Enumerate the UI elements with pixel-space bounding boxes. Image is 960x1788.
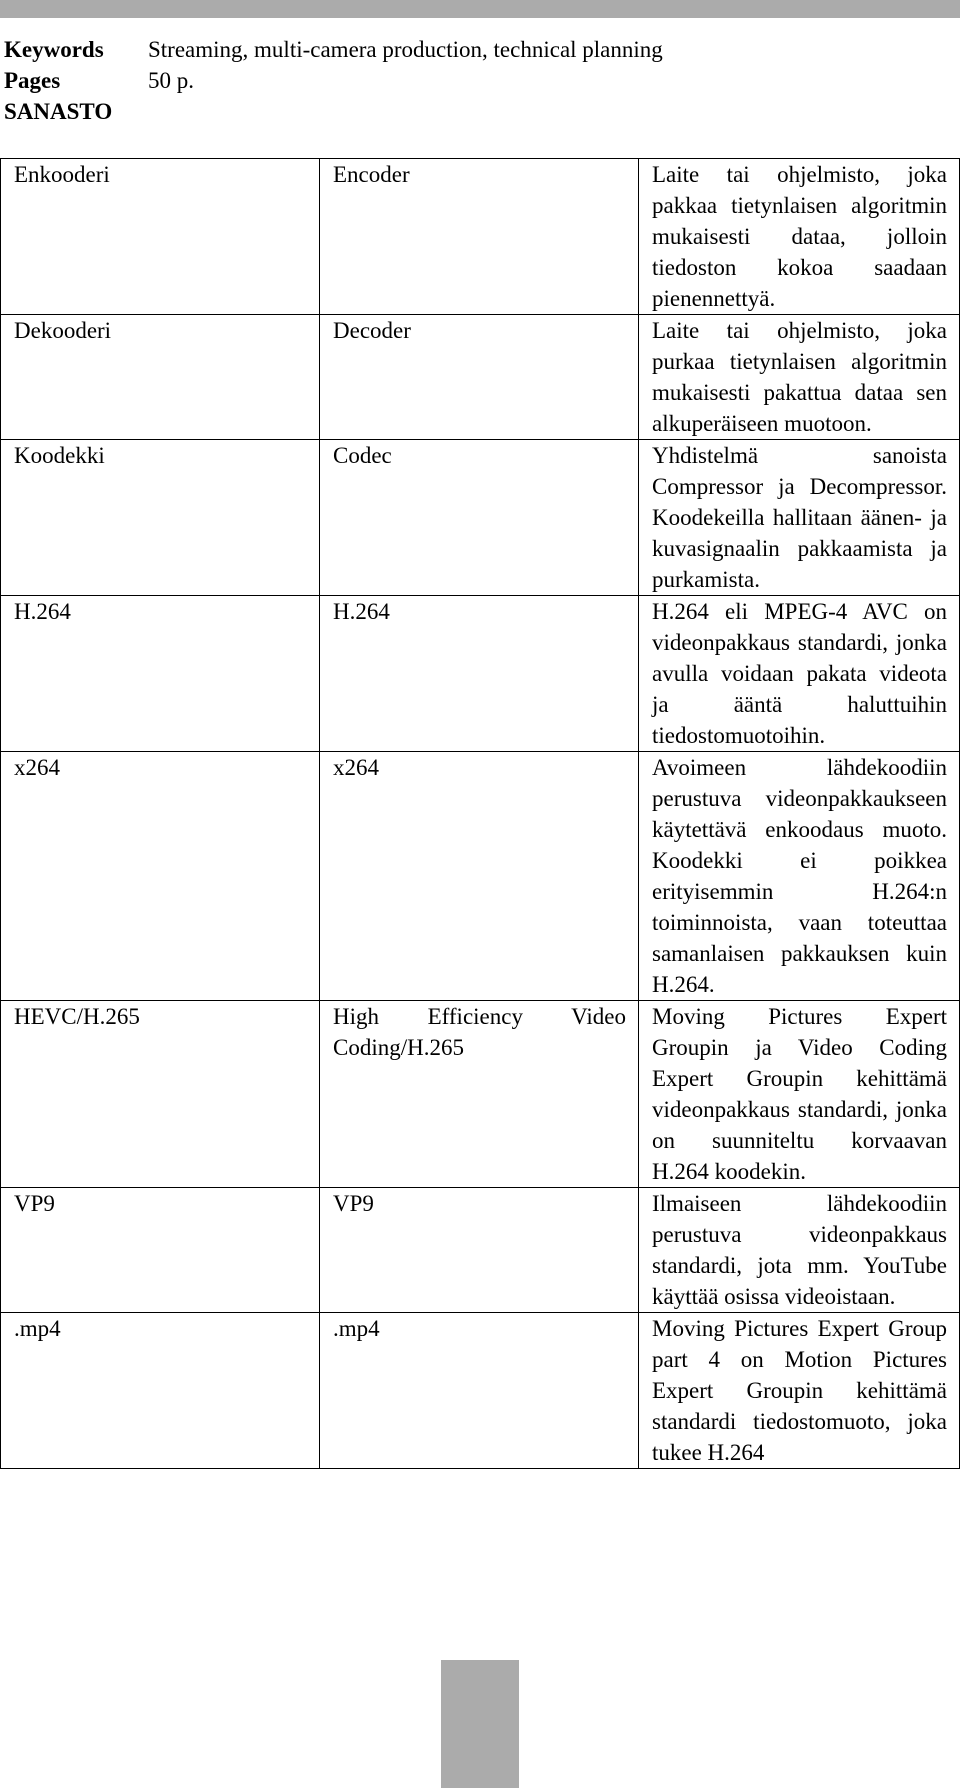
header-rule <box>0 0 960 18</box>
glossary-term: Dekooderi <box>1 315 320 440</box>
glossary-term: Enkooderi <box>1 159 320 315</box>
section-title: SANASTO <box>4 99 113 124</box>
pages-value: 50 p. <box>148 68 194 93</box>
keywords-value: Streaming, multi-camera production, technical planning <box>148 37 663 62</box>
glossary-term: HEVC/H.265 <box>1 1001 320 1188</box>
glossary-table <box>0 158 960 1469</box>
glossary-term: VP9 <box>1 1188 320 1313</box>
glossary-english-term: VP9 <box>320 1188 639 1313</box>
glossary-definition: Avoimeen lähdekoodiin perustuva videonpakkaukseen käytettävä enkoodaus muoto. Koodekki ei poikkea erityisemmin H.264:n toiminnoista, vaan toteuttaa samanlaisen pakkauksen kuin H.264. <box>639 752 960 1001</box>
glossary-definition: Moving Pictures Expert Groupin ja Video Coding Expert Groupin kehittämä videonpakkaus standardi, jonka on suunniteltu korvaavan H.264 koodekin. <box>639 1001 960 1188</box>
glossary-english-term: .mp4 <box>320 1313 639 1469</box>
glossary-english-term: High Efficiency Video Coding/H.265 <box>320 1001 639 1188</box>
glossary-row <box>1 315 960 440</box>
glossary-row <box>1 752 960 1001</box>
glossary-row <box>1 1001 960 1188</box>
document-meta <box>4 34 944 127</box>
section-title-row <box>4 96 944 127</box>
glossary-row <box>1 159 960 315</box>
glossary-term: H.264 <box>1 596 320 752</box>
glossary-definition: Laite tai ohjelmisto, joka purkaa tietynlaisen algoritmin mukaisesti pakattua dataa sen alkuperäiseen muotoon. <box>639 315 960 440</box>
glossary-term: .mp4 <box>1 1313 320 1469</box>
pages-row <box>4 65 944 96</box>
glossary-row <box>1 596 960 752</box>
glossary-row <box>1 1188 960 1313</box>
pages-label: Pages <box>4 68 61 93</box>
glossary-english-term: Decoder <box>320 315 639 440</box>
glossary-english-term: H.264 <box>320 596 639 752</box>
glossary-body <box>1 159 960 1469</box>
glossary-definition: Yhdistelmä sanoista Compressor ja Decompressor. Koodekeilla hallitaan äänen- ja kuvasignaalin pakkaamista ja purkamista. <box>639 440 960 596</box>
glossary-definition: Laite tai ohjelmisto, joka pakkaa tietynlaisen algoritmin mukaisesti dataa, jolloin tiedoston kokoa saadaan pienennettyä. <box>639 159 960 315</box>
glossary-english-term: Codec <box>320 440 639 596</box>
glossary-term: x264 <box>1 752 320 1001</box>
glossary-row <box>1 440 960 596</box>
glossary-term: Koodekki <box>1 440 320 596</box>
glossary-row <box>1 1313 960 1469</box>
glossary-definition: H.264 eli MPEG-4 AVC on videonpakkaus standardi, jonka avulla voidaan pakata videota ja ääntä haluttuihin tiedostomuotoihin. <box>639 596 960 752</box>
glossary-english-term: x264 <box>320 752 639 1001</box>
glossary-english-term: Encoder <box>320 159 639 315</box>
glossary-definition: Moving Pictures Expert Group part 4 on Motion Pictures Expert Groupin kehittämä standardi tiedostomuoto, joka tukee H.264 <box>639 1313 960 1469</box>
page-number-marker <box>441 1660 519 1788</box>
keywords-row <box>4 34 944 65</box>
keywords-label: Keywords <box>4 37 104 62</box>
glossary-definition: Ilmaiseen lähdekoodiin perustuva videonpakkaus standardi, jota mm. YouTube käyttää osissa videoistaan. <box>639 1188 960 1313</box>
